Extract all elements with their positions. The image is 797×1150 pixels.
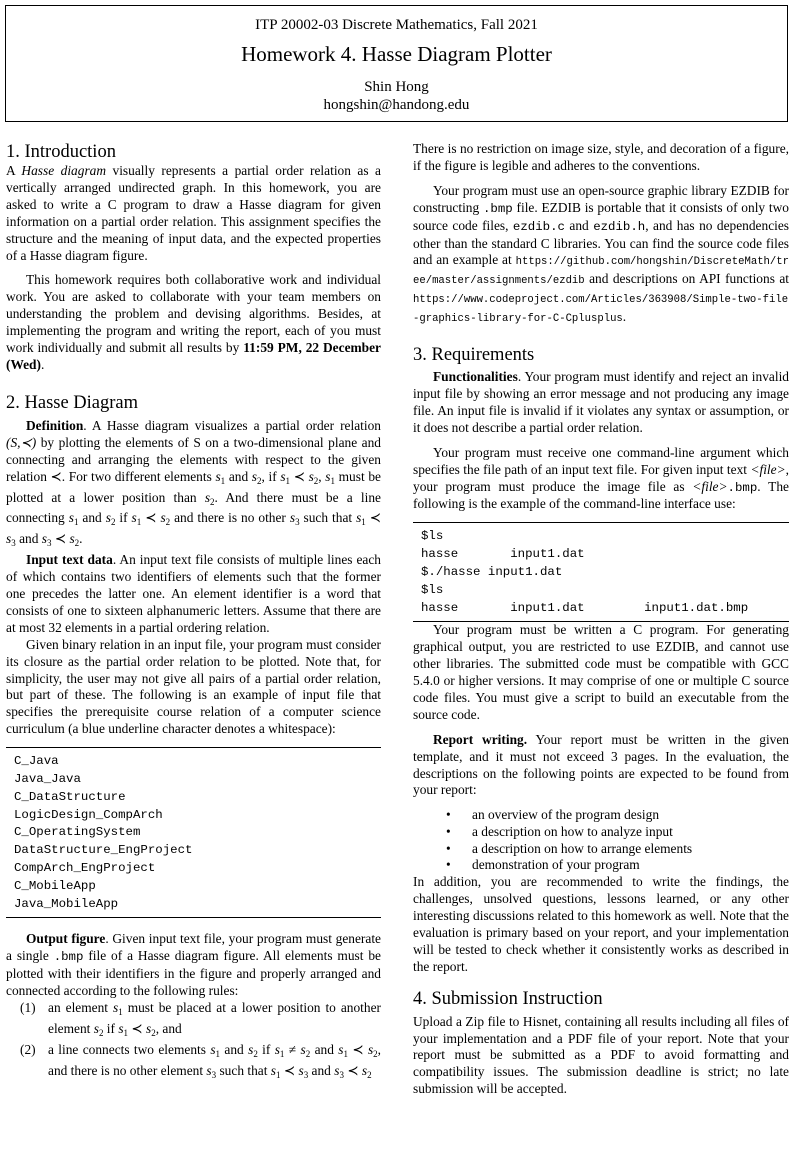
- example-line: CompArch_EngProject: [14, 860, 156, 875]
- section-introduction-heading: 1. Introduction: [6, 142, 116, 162]
- title-box: [5, 5, 788, 122]
- example-line: LogicDesign_CompArch: [14, 807, 163, 822]
- ezdib-repo-link[interactable]: https://github.com/hongshin/DiscreteMath/tree/master/assignments/ezdib: [413, 256, 789, 288]
- ezdib-paragraph: Your program must use an open-source graphic library EZDIB for constructing .bmp file. EZDIB is portable that it consists of only two source code files, ezdib.c and ezdib.h, and has no dependencies other than the standard C libraries. You can find the source code files and an example at https://github.com/hongshin/DiscreteMath/tree/master/assignments/ezdib and descriptions on API functions at https://www.codeproject.com/Articles/363908/Simple-two-file-graphics-library-for-C-Cplusplus.: [413, 182, 790, 326]
- cli-line: $ls: [421, 582, 444, 597]
- cli-line: $./hasse input1.dat: [421, 564, 563, 579]
- input-data-paragraph: Input text data. An input text file consists of multiple lines each of which contains two identifiers of elements such that the former one precedes the latter one. An element identifier is a word that consists of one to sixteen alphanumeric letters. Assume that there are at most 32 elements in a partial ordering relation.: [6, 552, 381, 635]
- report-bullet: • demonstration of your program: [413, 857, 789, 874]
- plotting-rules: [6, 1000, 381, 1084]
- cli-example: [413, 522, 789, 622]
- cli-line: hasse input1.dat input1.dat.bmp: [421, 600, 749, 615]
- course-name: ITP 20002-03 Discrete Mathematics, Fall 2021: [255, 17, 538, 33]
- example-input-file: [6, 747, 381, 918]
- example-line: C_MobileApp: [14, 878, 96, 893]
- cli-line: $ls: [421, 529, 444, 544]
- example-line: Java_MobileApp: [14, 896, 119, 911]
- definition-paragraph: Definition. A Hasse diagram visualizes a partial order relation (S,≺) by plotting the elements of S on a two-dimensional plane and connecting and arranging the elements with respect to the given relation ≺. For two different elements $s_1$ and $s_2$, if $s_1$ ≺ $s_2$, $s_1$ must be plotted at a lower position than $s_2$. And there must be a line connecting $s_1$ and $s_2$ if $s_1$ ≺ $s_2$ and there is no other $s_3$ such that $s_1$ ≺ $s_3$ and $s_3$ ≺ $s_2$.: [6, 417, 381, 549]
- functionalities-paragraph: Functionalities. Your program must identify and reject an invalid input file by showing an error message and not producing any image file. An input file is invalid if it violates any syntax or assumption, or it does not describe a partial order relation.: [413, 369, 789, 435]
- cli-line: hasse input1.dat: [421, 547, 585, 562]
- intro-paragraph-2: This homework requires both collaborative work and individual work. You are asked to collaborate with your team members on understanding the problem and devising algorithms. Besides, at implementing the program and writing the report, each of you must work individually and submit all results by 11:59 PM, 22 December (Wed).: [6, 272, 382, 372]
- example-line: Java_Java: [14, 771, 81, 786]
- cli-paragraph: Your program must receive one command-line argument which specifies the file path of an input text file. For given input text <file>, your program must produce the image file as <file>.bmp. The following is the example of the command-line interface use:: [413, 444, 789, 512]
- example-line: C_OperatingSystem: [14, 825, 141, 840]
- example-line: C_Java: [14, 754, 59, 769]
- submission-paragraph: Upload a Zip file to Hisnet, containing all results including all files of your implementation and a PDF file of your report. Note that your report must be submitted as a PDF to avoid formatting and compatibility issues. The submission deadline is strict; no late submission will be accepted.: [413, 1013, 789, 1097]
- restriction-paragraph: There is no restriction on image size, style, and decoration of a figure, if the figure is legible and adheres to the conventions.: [413, 141, 789, 173]
- report-paragraph: Report writing. Your report must be written in the given template, and it must not exceed 3 pages. In the evaluation, the descriptions on the following points are expected to be found from your report:: [413, 731, 789, 798]
- intro-paragraph-1: A Hasse diagram visually represents a partial order relation as a vertically arranged undirected graph. In this homework, you are asked to write a C program to draw a Hasse diagram for given information on a partial order relation. This assignment specifies the structure and the meaning of input data, and the expected properties of a Hasse diagram figure.: [6, 163, 382, 263]
- example-line: C_DataStructure: [14, 789, 126, 804]
- rule-item: (2) a line connects two elements $s_1$ and $s_2$ if $s_1 \ne s_2$ and $s_1$ ≺ $s_2$, and there is no other element $s_3$ such that $s_1$ ≺ $s_3$ and $s_3$ ≺ $s_2$: [20, 1041, 382, 1080]
- report-bullet: • a description on how to arrange elements: [413, 841, 789, 858]
- document-title: Homework 4. Hasse Diagram Plotter: [241, 42, 552, 66]
- ezdib-api-link[interactable]: https://www.codeproject.com/Articles/363908/Simple-two-file-graphics-library-for-C-Cplusplus: [413, 294, 789, 326]
- section-submission-heading: 4. Submission Instruction: [413, 988, 603, 1009]
- author-email: hongshin@handong.edu: [323, 97, 470, 113]
- left-column: [6, 141, 381, 1084]
- output-figure-paragraph: Output figure. Given input text file, your program must generate a single .bmp file of a Hasse diagram figure. All elements must be plotted with their identifiers in the figure and properly arranged and connected according to the following rules:: [6, 931, 381, 999]
- section-hasse-heading: 2. Hasse Diagram: [6, 392, 139, 413]
- report-bullets: [413, 807, 789, 874]
- section-requirements-heading: 3. Requirements: [413, 345, 535, 366]
- rule-item: (1) an element $s_1$ must be placed at a lower position to another element $s_2$ if $s_1$ ≺ $s_2$, and: [20, 999, 382, 1038]
- closure-paragraph: Given binary relation in an input file, your program must consider its closure as the partial order relation to be plotted. Note that, for simplicity, the user may not give all pairs of a partial order relation, but part of these. The following is an example of input file that specifies the prerequisite course relation of a computer science curriculum (a blue underline character denotes a whitespace):: [6, 636, 381, 737]
- author-name: Shin Hong: [364, 79, 429, 95]
- right-column: [413, 141, 789, 1098]
- addition-paragraph: In addition, you are recommended to write the findings, the challenges, unsolved questions, lessons learned, or any other interesting discussions related to this homework as well. Note that the evaluation is primary based on your report, and your implementation will be tested to check whether it consistently works as described in the report.: [413, 874, 789, 974]
- example-line: DataStructure_EngProject: [14, 843, 193, 858]
- report-bullet: • a description on how to analyze input: [413, 824, 789, 841]
- c-program-paragraph: Your program must be written a C program. For generating graphical output, you are restricted to use EZDIB, and cannot use other libraries. The submitted code must be compatible with GCC 5.4.0 or higher versions. It may comprise of one or multiple C source code files. You must give a script to build an executable from the source code.: [413, 622, 789, 722]
- report-bullet: • an overview of the program design: [413, 807, 789, 824]
